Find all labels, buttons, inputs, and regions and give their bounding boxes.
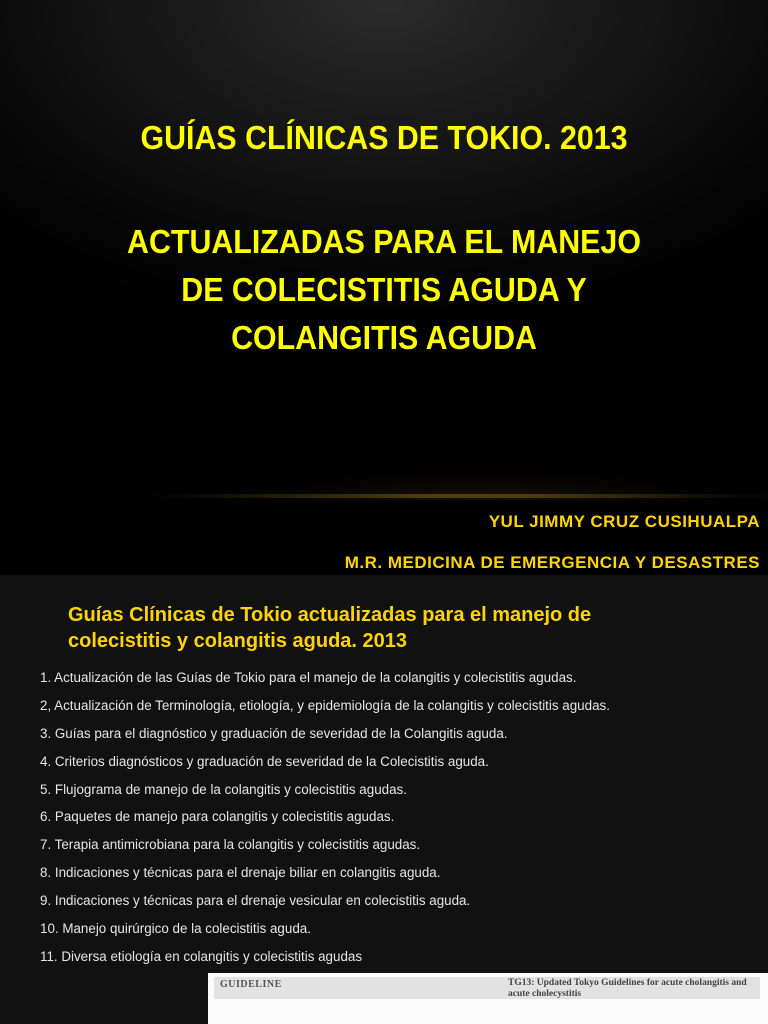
list-item: 8. Indicaciones y técnicas para el drenaje biliar en colangitis aguda. (40, 865, 441, 881)
paper-title-fragment (222, 1017, 742, 1024)
list-item: 11. Diversa etiología en colangitis y colecistitis agudas (40, 948, 363, 964)
paper-snippet-image (208, 973, 768, 1024)
list-item: 4. Criterios diagnósticos y graduación de severidad de la Colecistitis aguda. (40, 753, 489, 769)
content-title-line: Guías Clínicas de Tokio actualizadas para el manejo de (68, 604, 592, 626)
content-title-line: colecistitis y colangitis aguda. 2013 (68, 630, 408, 652)
author-name: YUL JIMMY CRUZ CUSIHUALPA (488, 512, 760, 531)
list-item: 10. Manejo quirúrgico de la colecistitis aguda. (40, 921, 311, 937)
decorative-divider (150, 494, 768, 498)
content-slide-title (68, 602, 728, 654)
list-item: 5. Flujograma de manejo de la colangitis y colecistitis agudas. (40, 781, 407, 797)
slide-subtitle (31, 218, 738, 362)
paper-citation: TG13: Updated Tokyo Guidelines for acute cholangitis and acute cholecystitis (508, 978, 747, 999)
guideline-list (40, 664, 610, 971)
list-item: 3. Guías para el diagnóstico y graduación de severidad de la Colangitis aguda. (40, 725, 508, 741)
slide-subtitle-line: DE COLECISTITIS AGUDA Y (181, 271, 587, 308)
list-item: 1. Actualización de las Guías de Tokio para el manejo de la colangitis y colecistitis agudas. (40, 670, 577, 685)
slide-subtitle-line: ACTUALIZADAS PARA EL MANEJO (127, 223, 641, 260)
slide-subtitle-line: COLANGITIS AGUDA (231, 319, 537, 356)
slide-title-line: GUÍAS CLÍNICAS DE TOKIO. 2013 (140, 119, 628, 156)
slide-title (31, 114, 738, 162)
list-item: 7. Terapia antimicrobiana para la colangitis y colecistitis agudas. (40, 837, 421, 853)
list-item: 2, Actualización de Terminología, etiología, y epidemiología de la colangitis y colecistitis agudas. (40, 697, 610, 713)
list-item: 9. Indicaciones y técnicas para el drenaje vesicular en colecistitis aguda. (40, 893, 471, 909)
author-affiliation: M.R. MEDICINA DE EMERGENCIA Y DESASTRES (344, 553, 760, 572)
paper-label: GUIDELINE (220, 979, 282, 990)
list-item: 6. Paquetes de manejo para colangitis y colecistitis agudas. (40, 809, 395, 825)
